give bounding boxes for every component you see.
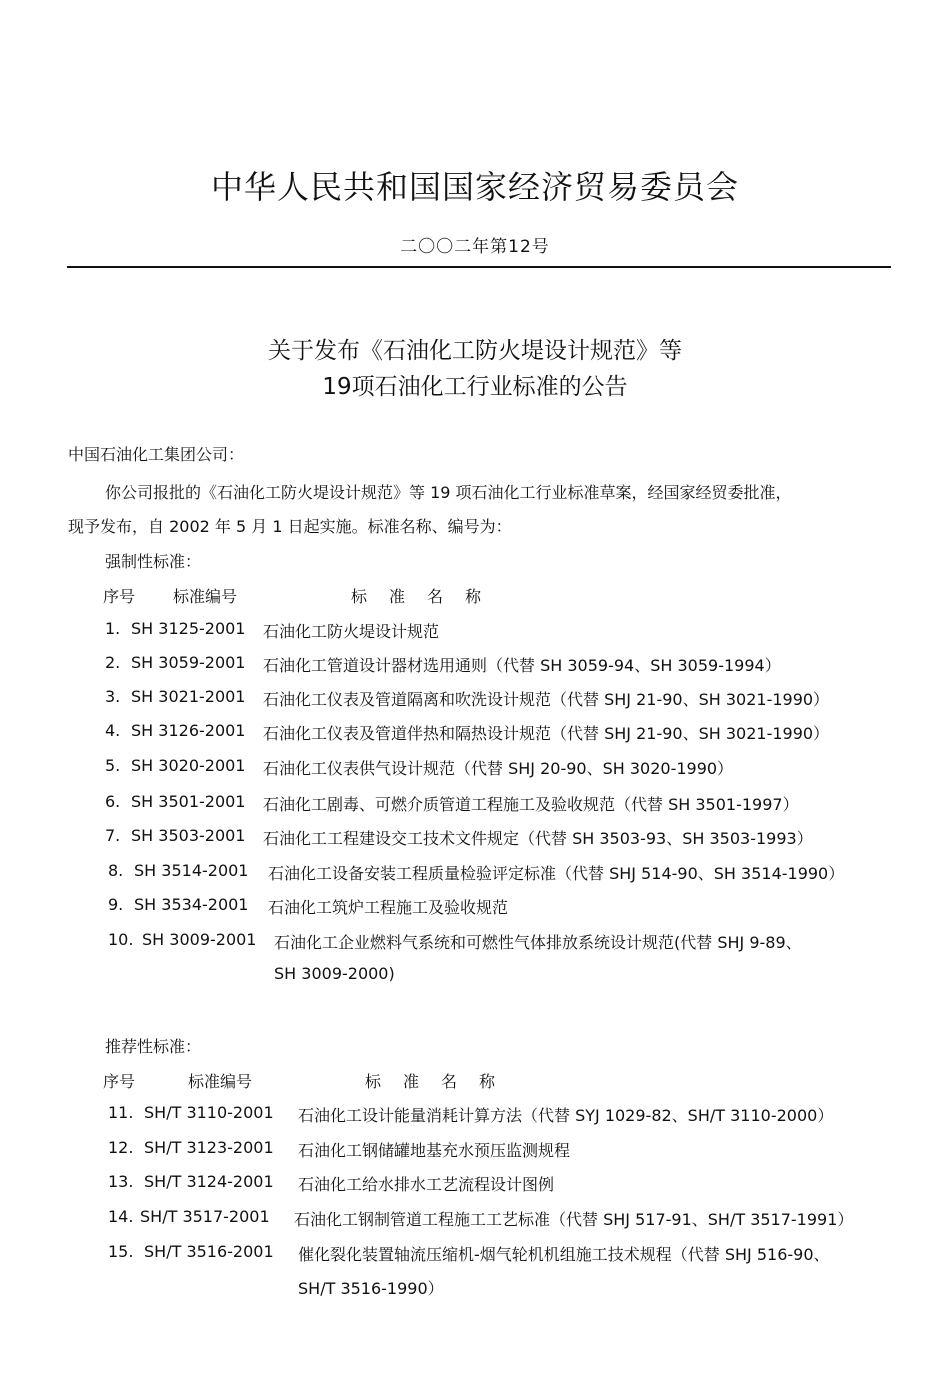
standard-name: 石油化工防火堤设计规范 — [263, 622, 440, 641]
document-number: 二〇〇二年第12号 — [400, 237, 550, 257]
standard-name: 石油化工钢制管道工程施工工艺标准（代替 SHJ 517-91、SH/T 3517-1991） — [294, 1210, 854, 1229]
column-code: 标准编号 — [173, 587, 238, 606]
standard-code: SH 3501-2001 — [131, 792, 246, 811]
agency-name: 中华人民共和国国家经济贸易委员会 — [210, 168, 739, 206]
standard-number: 9. — [108, 895, 124, 914]
standard-name-continuation: SH/T 3516-1990） — [298, 1279, 444, 1298]
standard-number: 3. — [105, 687, 121, 706]
mandatory-section-label: 强制性标准： — [105, 552, 202, 571]
column-code: 标准编号 — [188, 1072, 253, 1091]
standard-code: SH 3059-2001 — [131, 653, 246, 672]
standard-number: 6. — [105, 792, 121, 811]
standard-code: SH 3503-2001 — [131, 826, 246, 845]
standard-code: SH 3125-2001 — [131, 619, 246, 638]
standard-name: 石油化工给水排水工艺流程设计图例 — [298, 1175, 555, 1194]
standard-number: 7. — [105, 826, 121, 845]
standard-number: 15. — [108, 1242, 134, 1261]
standard-code: SH 3020-2001 — [131, 756, 246, 775]
standard-name: 石油化工设计能量消耗计算方法（代替 SYJ 1029-82、SH/T 3110-2000） — [298, 1106, 834, 1125]
column-name: 标准名称 — [365, 1072, 518, 1091]
standard-number: 4. — [105, 721, 121, 740]
standard-name: 石油化工仪表及管道伴热和隔热设计规范（代替 SHJ 21-90、SH 3021-1990） — [263, 724, 830, 743]
standard-name: 石油化工设备安装工程质量检验评定标准（代替 SHJ 514-90、SH 3514-1990） — [268, 864, 845, 883]
standard-number: 5. — [105, 756, 121, 775]
standard-name: 石油化工仪表及管道隔离和吹洗设计规范（代替 SHJ 21-90、SH 3021-1990） — [263, 690, 830, 709]
standard-name: 石油化工管道设计器材选用通则（代替 SH 3059-94、SH 3059-1994） — [263, 656, 781, 675]
standard-number: 2. — [105, 653, 121, 672]
standard-number: 14. — [108, 1207, 134, 1226]
standard-name: 石油化工仪表供气设计规范（代替 SHJ 20-90、SH 3020-1990） — [263, 759, 734, 778]
standard-name: 催化裂化装置轴流压缩机-烟气轮机机组施工技术规程（代替 SHJ 516-90、 — [298, 1245, 830, 1264]
standard-name: 石油化工工程建设交工技术文件规定（代替 SH 3503-93、SH 3503-1993） — [263, 829, 813, 848]
standard-number: 11. — [108, 1103, 134, 1122]
standard-code: SH 3534-2001 — [134, 895, 249, 914]
column-seq: 序号 — [103, 587, 136, 606]
header-divider — [67, 266, 891, 268]
standard-code: SH 3021-2001 — [131, 687, 246, 706]
recommended-section-label: 推荐性标准： — [105, 1037, 202, 1056]
standard-number: 1. — [105, 619, 121, 638]
standard-code: SH 3126-2001 — [131, 721, 246, 740]
standard-name: 石油化工钢储罐地基充水预压监测规程 — [298, 1141, 571, 1160]
standard-code: SH 3514-2001 — [134, 861, 249, 880]
standard-number: 10. — [108, 930, 134, 949]
standard-code: SH 3009-2001 — [142, 930, 257, 949]
standard-code: SH/T 3124-2001 — [144, 1172, 274, 1191]
column-name: 标准名称 — [351, 587, 504, 606]
standard-code: SH/T 3516-2001 — [144, 1242, 274, 1261]
standard-name-continuation: SH 3009-2000) — [274, 964, 395, 983]
standard-number: 8. — [108, 861, 124, 880]
standard-number: 12. — [108, 1138, 134, 1157]
standard-name: 石油化工筑炉工程施工及验收规范 — [268, 898, 509, 917]
body-paragraph-line1: 你公司报批的《石油化工防火堤设计规范》等 19 项石油化工行业标准草案，经国家经贸委批准， — [105, 483, 792, 502]
standard-name: 石油化工企业燃料气系统和可燃性气体排放系统设计规范(代替 SHJ 9-89、 — [274, 933, 802, 952]
announcement-title-line2: 19项石油化工行业标准的公告 — [322, 374, 628, 400]
standard-name: 石油化工剧毒、可燃介质管道工程施工及验收规范（代替 SH 3501-1997） — [263, 795, 799, 814]
standard-code: SH/T 3110-2001 — [144, 1103, 274, 1122]
standard-code: SH/T 3123-2001 — [144, 1138, 274, 1157]
standard-number: 13. — [108, 1172, 134, 1191]
standard-code: SH/T 3517-2001 — [140, 1207, 270, 1226]
announcement-title-line1: 关于发布《石油化工防火堤设计规范》等 — [268, 338, 682, 364]
column-seq: 序号 — [103, 1072, 136, 1091]
addressee: 中国石油化工集团公司： — [68, 445, 245, 464]
body-paragraph-line2: 现予发布，自 2002 年 5 月 1 日起实施。标准名称、编号为： — [68, 517, 512, 536]
